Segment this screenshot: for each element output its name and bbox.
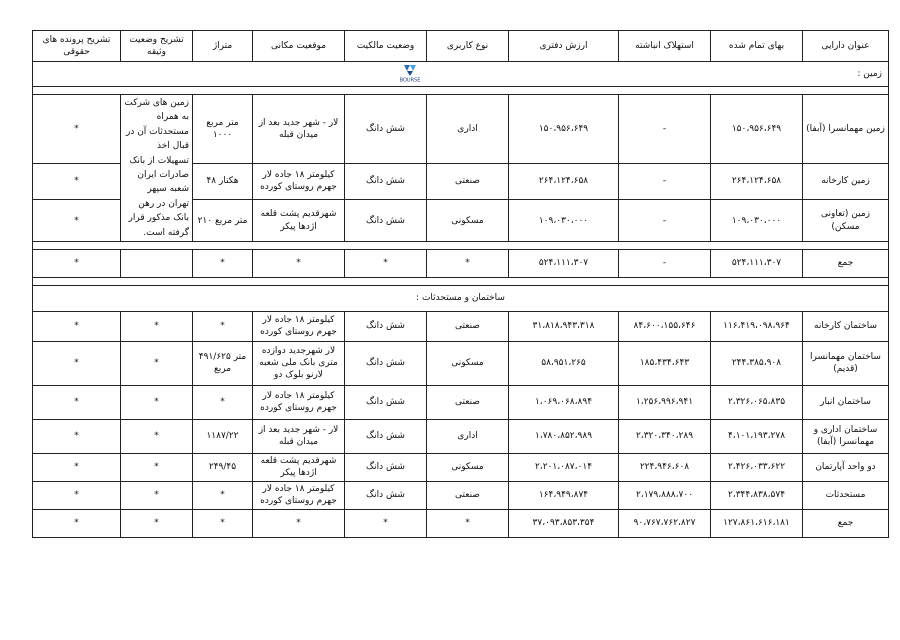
land-cost: ۲۶۴،۱۲۴،۶۵۸ bbox=[711, 163, 803, 200]
building-title: دو واحد آپارتمان bbox=[803, 453, 889, 481]
building-section-row bbox=[33, 285, 889, 311]
building-row bbox=[33, 341, 889, 385]
building-area: * bbox=[193, 481, 253, 509]
land-legal: * bbox=[33, 200, 121, 242]
land-book-value: ۱۵۰،۹۵۶،۶۴۹ bbox=[509, 95, 619, 164]
building-collateral: * bbox=[121, 385, 193, 419]
land-ownership: شش دانگ bbox=[345, 200, 427, 242]
land-legal: * bbox=[33, 163, 121, 200]
building-cost: ۲۴۴،۳۸۵،۹۰۸ bbox=[711, 341, 803, 385]
building-usage: مسکونی bbox=[427, 341, 509, 385]
header-location: موقعیت مکانی bbox=[253, 31, 345, 62]
building-legal: * bbox=[33, 481, 121, 509]
building-location: کیلومتر ۱۸ جاده لار جهرم روستای کورده bbox=[253, 481, 345, 509]
building-cost: ۲،۳۲۶،۰۶۵،۸۳۵ bbox=[711, 385, 803, 419]
land-depreciation: - bbox=[619, 163, 711, 200]
header-accumulated-depreciation: استهلاک انباشته bbox=[619, 31, 711, 62]
building-location: کیلومتر ۱۸ جاده لار جهرم روستای کورده bbox=[253, 385, 345, 419]
header-ownership: وضعیت مالکیت bbox=[345, 31, 427, 62]
building-row bbox=[33, 481, 889, 509]
building-area: * bbox=[193, 385, 253, 419]
land-total-ownership: * bbox=[345, 249, 427, 277]
building-total-usage: * bbox=[427, 509, 509, 537]
building-usage: صنعتی bbox=[427, 385, 509, 419]
building-location: شهرقدیم پشت قلعه اژدها پیکر bbox=[253, 453, 345, 481]
building-book-value: ۲،۲۰۱،۰۸۷،۰۱۴ bbox=[509, 453, 619, 481]
building-legal: * bbox=[33, 419, 121, 453]
building-section-label: ساختمان و مستحدثات : bbox=[33, 285, 889, 311]
building-location: لار شهرجدید دوازده متری بانک ملی شعبه لارنو بلوک دو bbox=[253, 341, 345, 385]
building-collateral: * bbox=[121, 453, 193, 481]
building-depreciation: ۸۴،۶۰۰،۱۵۵،۶۴۶ bbox=[619, 311, 711, 341]
building-title: ساختمان انبار bbox=[803, 385, 889, 419]
building-collateral: * bbox=[121, 341, 193, 385]
building-ownership: شش دانگ bbox=[345, 481, 427, 509]
land-usage: مسکونی bbox=[427, 200, 509, 242]
land-ownership: شش دانگ bbox=[345, 95, 427, 164]
building-collateral: * bbox=[121, 419, 193, 453]
building-cost: ۲،۴۲۶،۰۳۳،۶۲۲ bbox=[711, 453, 803, 481]
building-usage: صنعتی bbox=[427, 311, 509, 341]
land-area: هکتار ۴۸ bbox=[193, 163, 253, 200]
building-title: ساختمان مهمانسرا (قدیم) bbox=[803, 341, 889, 385]
land-collateral-note: زمین های شرکت به همراه مستحدثات آن در قبال اخذ تسهیلات از بانک صادرات ایران شعبه سپهر تهران در رهن بانک مذکور قرار گرفته است. bbox=[121, 95, 193, 242]
building-depreciation: ۱۸۵،۴۳۴،۶۴۳ bbox=[619, 341, 711, 385]
land-total-cost: ۵۲۴،۱۱۱،۳۰۷ bbox=[711, 249, 803, 277]
land-location: کیلومتر ۱۸ جاده لار جهرم روستای کورده bbox=[253, 163, 345, 200]
building-collateral: * bbox=[121, 481, 193, 509]
building-book-value: ۳۱،۸۱۸،۹۴۳،۳۱۸ bbox=[509, 311, 619, 341]
header-book-value: ارزش دفتری bbox=[509, 31, 619, 62]
building-total-area: * bbox=[193, 509, 253, 537]
building-title: مستحدثات bbox=[803, 481, 889, 509]
building-depreciation: ۱،۲۵۶،۹۹۶،۹۴۱ bbox=[619, 385, 711, 419]
land-total-legal: * bbox=[33, 249, 121, 277]
fixed-assets-table bbox=[32, 30, 889, 538]
land-total-row bbox=[33, 249, 889, 277]
building-total-title: جمع bbox=[803, 509, 889, 537]
building-total-collateral: * bbox=[121, 509, 193, 537]
land-area: متر مربع ۱۰۰۰ bbox=[193, 95, 253, 164]
building-total-cost: ۱۲۷،۸۶۱،۶۱۶،۱۸۱ bbox=[711, 509, 803, 537]
building-ownership: شش دانگ bbox=[345, 419, 427, 453]
land-total-location: * bbox=[253, 249, 345, 277]
building-usage: صنعتی bbox=[427, 481, 509, 509]
land-depreciation: - bbox=[619, 200, 711, 242]
land-section-row bbox=[33, 62, 889, 87]
land-total-usage: * bbox=[427, 249, 509, 277]
land-usage: اداری bbox=[427, 95, 509, 164]
land-title: زمین (تعاونی مسکن) bbox=[803, 200, 889, 242]
building-area: متر ۴۹۱/۶۲۵ مربع bbox=[193, 341, 253, 385]
building-location: کیلومتر ۱۸ جاده لار جهرم روستای کورده bbox=[253, 311, 345, 341]
land-book-value: ۱۰۹،۰۳۰،۰۰۰ bbox=[509, 200, 619, 242]
land-title: زمین مهمانسرا (آبفا) bbox=[803, 95, 889, 164]
building-ownership: شش دانگ bbox=[345, 311, 427, 341]
building-usage: مسکونی bbox=[427, 453, 509, 481]
land-book-value: ۲۶۴،۱۲۴،۶۵۸ bbox=[509, 163, 619, 200]
svg-text:BOURSE: BOURSE bbox=[399, 77, 421, 84]
land-title: زمین کارخانه bbox=[803, 163, 889, 200]
land-area: متر مربع ۲۱۰ bbox=[193, 200, 253, 242]
header-row bbox=[33, 31, 889, 62]
building-total-location: * bbox=[253, 509, 345, 537]
building-total-depreciation: ۹۰،۷۶۷،۷۶۲،۸۲۷ bbox=[619, 509, 711, 537]
building-usage: اداری bbox=[427, 419, 509, 453]
building-area: ۲۴۹/۴۵ bbox=[193, 453, 253, 481]
building-book-value: ۵۸،۹۵۱،۲۶۵ bbox=[509, 341, 619, 385]
building-total-ownership: * bbox=[345, 509, 427, 537]
header-area: متراژ bbox=[193, 31, 253, 62]
land-total-book-value: ۵۲۴،۱۱۱،۳۰۷ bbox=[509, 249, 619, 277]
building-book-value: ۱۶۴،۹۴۹،۸۷۴ bbox=[509, 481, 619, 509]
land-total-area: * bbox=[193, 249, 253, 277]
building-book-value: ۱،۰۶۹،۰۶۸،۸۹۴ bbox=[509, 385, 619, 419]
building-title: ساختمان کارخانه bbox=[803, 311, 889, 341]
header-collateral: تشریح وضعیت وثیقه bbox=[121, 31, 193, 62]
building-row bbox=[33, 453, 889, 481]
land-total-depreciation: - bbox=[619, 249, 711, 277]
building-ownership: شش دانگ bbox=[345, 341, 427, 385]
land-depreciation: - bbox=[619, 95, 711, 164]
building-cost: ۴،۱۰۱،۱۹۳،۲۷۸ bbox=[711, 419, 803, 453]
building-legal: * bbox=[33, 311, 121, 341]
building-total-book-value: ۳۷،۰۹۳،۸۵۳،۳۵۴ bbox=[509, 509, 619, 537]
building-total-row bbox=[33, 509, 889, 537]
building-total-legal: * bbox=[33, 509, 121, 537]
building-ownership: شش دانگ bbox=[345, 385, 427, 419]
land-total-collateral bbox=[121, 249, 193, 277]
building-cost: ۲،۳۴۴،۸۳۸،۵۷۴ bbox=[711, 481, 803, 509]
building-collateral: * bbox=[121, 311, 193, 341]
land-cost: ۱۰۹،۰۳۰،۰۰۰ bbox=[711, 200, 803, 242]
land-legal: * bbox=[33, 95, 121, 164]
building-area: * bbox=[193, 311, 253, 341]
land-usage: صنعتی bbox=[427, 163, 509, 200]
building-depreciation: ۲،۱۷۹،۸۸۸،۷۰۰ bbox=[619, 481, 711, 509]
land-location: شهرقدیم پشت قلعه اژدها پیکر bbox=[253, 200, 345, 242]
header-legal: تشریح پرونده های حقوقی bbox=[33, 31, 121, 62]
building-legal: * bbox=[33, 453, 121, 481]
building-area: ۱۱۸۷/۲۲ bbox=[193, 419, 253, 453]
building-row bbox=[33, 385, 889, 419]
building-legal: * bbox=[33, 341, 121, 385]
asset-table-sheet bbox=[32, 30, 888, 538]
bourse-logo bbox=[388, 64, 432, 84]
land-cost: ۱۵۰،۹۵۶،۶۴۹ bbox=[711, 95, 803, 164]
land-ownership: شش دانگ bbox=[345, 163, 427, 200]
land-section-label: زمین : bbox=[857, 69, 882, 79]
building-depreciation: ۲۲۴،۹۴۶،۶۰۸ bbox=[619, 453, 711, 481]
building-location: لار - شهر جدید بعد از میدان قبله bbox=[253, 419, 345, 453]
building-row bbox=[33, 311, 889, 341]
land-section-cell bbox=[33, 62, 889, 87]
building-book-value: ۱،۷۸۰،۸۵۲،۹۸۹ bbox=[509, 419, 619, 453]
land-location: لار - شهر جدید بعد از میدان قبله bbox=[253, 95, 345, 164]
land-total-title: جمع bbox=[803, 249, 889, 277]
header-finished-cost: بهای تمام شده bbox=[711, 31, 803, 62]
header-usage: نوع کاربری bbox=[427, 31, 509, 62]
building-title: ساختمان اداری و مهمانسرا (آبفا) bbox=[803, 419, 889, 453]
building-legal: * bbox=[33, 385, 121, 419]
building-row bbox=[33, 419, 889, 453]
building-depreciation: ۲،۳۲۰،۳۴۰،۲۸۹ bbox=[619, 419, 711, 453]
building-cost: ۱۱۶،۴۱۹،۰۹۸،۹۶۴ bbox=[711, 311, 803, 341]
building-ownership: شش دانگ bbox=[345, 453, 427, 481]
header-asset-title: عنوان دارایی bbox=[803, 31, 889, 62]
land-row bbox=[33, 95, 889, 164]
